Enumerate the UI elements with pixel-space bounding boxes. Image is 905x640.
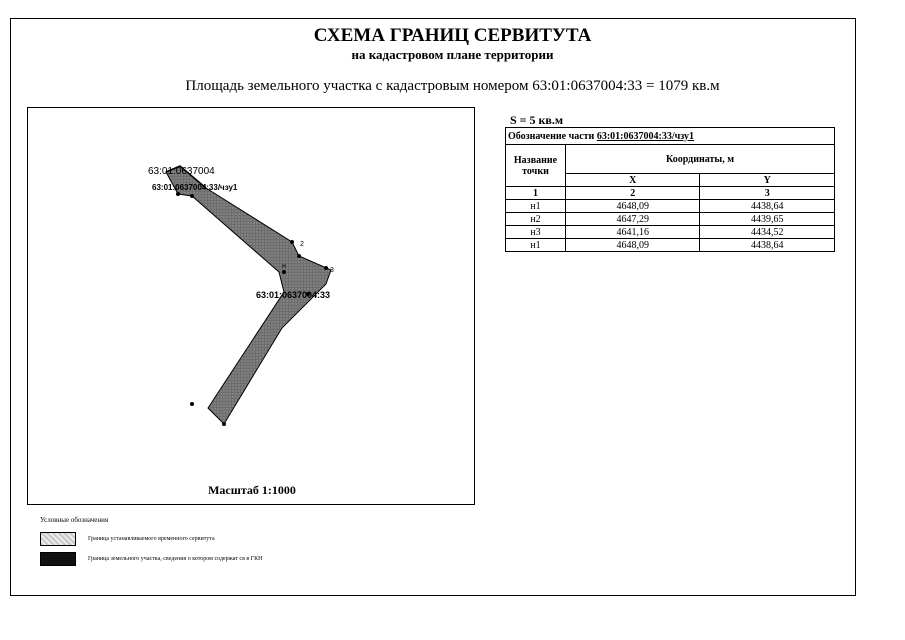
col-header-y: Y (700, 174, 835, 187)
table-row (506, 213, 835, 226)
point-label-n: н (282, 263, 286, 270)
point-label-3: 3 (330, 267, 334, 274)
area-statement: Площадь земельного участка с кадастровым номером 63:01:0637004:33 = 1079 кв.м (185, 78, 720, 94)
cadastral-map (27, 107, 475, 505)
col-index: 3 (700, 187, 835, 200)
map-scale: Масштаб 1:1000 (208, 483, 296, 497)
document-subtitle: на кадастровом плане территории (351, 47, 554, 62)
legend-swatch-servitude (40, 532, 76, 546)
table-row (506, 239, 835, 252)
point-name: н1 (506, 239, 566, 252)
point-name: н2 (506, 213, 566, 226)
coord-x: 4648,09 (566, 200, 700, 213)
coord-y: 4438,64 (700, 239, 835, 252)
document-title: СХЕМА ГРАНИЦ СЕРВИТУТА (313, 25, 592, 46)
coord-y: 4438,64 (700, 200, 835, 213)
point-label-2: 2 (300, 241, 304, 248)
point-name: н3 (506, 226, 566, 239)
legend-text-servitude: Граница устанавливаемого временного сервитута (88, 536, 215, 542)
table-row (506, 200, 835, 213)
col-index: 1 (506, 187, 566, 200)
label-servitude-part: 63:01:0637004:33/чзу1 (152, 183, 238, 192)
coord-y: 4434,52 (700, 226, 835, 239)
col-index: 2 (566, 187, 700, 200)
coordinates-table (505, 127, 835, 252)
part-designation-value: 63:01:0637004:33/чзу1 (596, 130, 695, 142)
col-header-point-name: Название точки (506, 145, 566, 187)
part-designation-cell (506, 128, 835, 145)
coord-x: 4641,16 (566, 226, 700, 239)
map-drawing (28, 108, 476, 506)
label-quarter: 63:01:0637004 (148, 166, 215, 177)
coord-y: 4439,65 (700, 213, 835, 226)
col-header-coordinates: Координаты, м (566, 145, 835, 174)
part-designation-label: Обозначение части (508, 130, 597, 142)
legend-text-parcel: Граница земельного участка, сведения о котором содержат ся в ГКН (88, 556, 263, 562)
legend-swatch-parcel (40, 552, 76, 566)
coord-x: 4647,29 (566, 213, 700, 226)
servitude-area: S = 5 кв.м (510, 113, 564, 127)
coord-x: 4648,09 (566, 239, 700, 252)
label-parcel: 63:01:0637004:33 (256, 290, 331, 300)
table-row (506, 226, 835, 239)
legend-title: Условные обозначения (40, 516, 109, 524)
col-header-x: X (566, 174, 700, 187)
point-name: н1 (506, 200, 566, 213)
